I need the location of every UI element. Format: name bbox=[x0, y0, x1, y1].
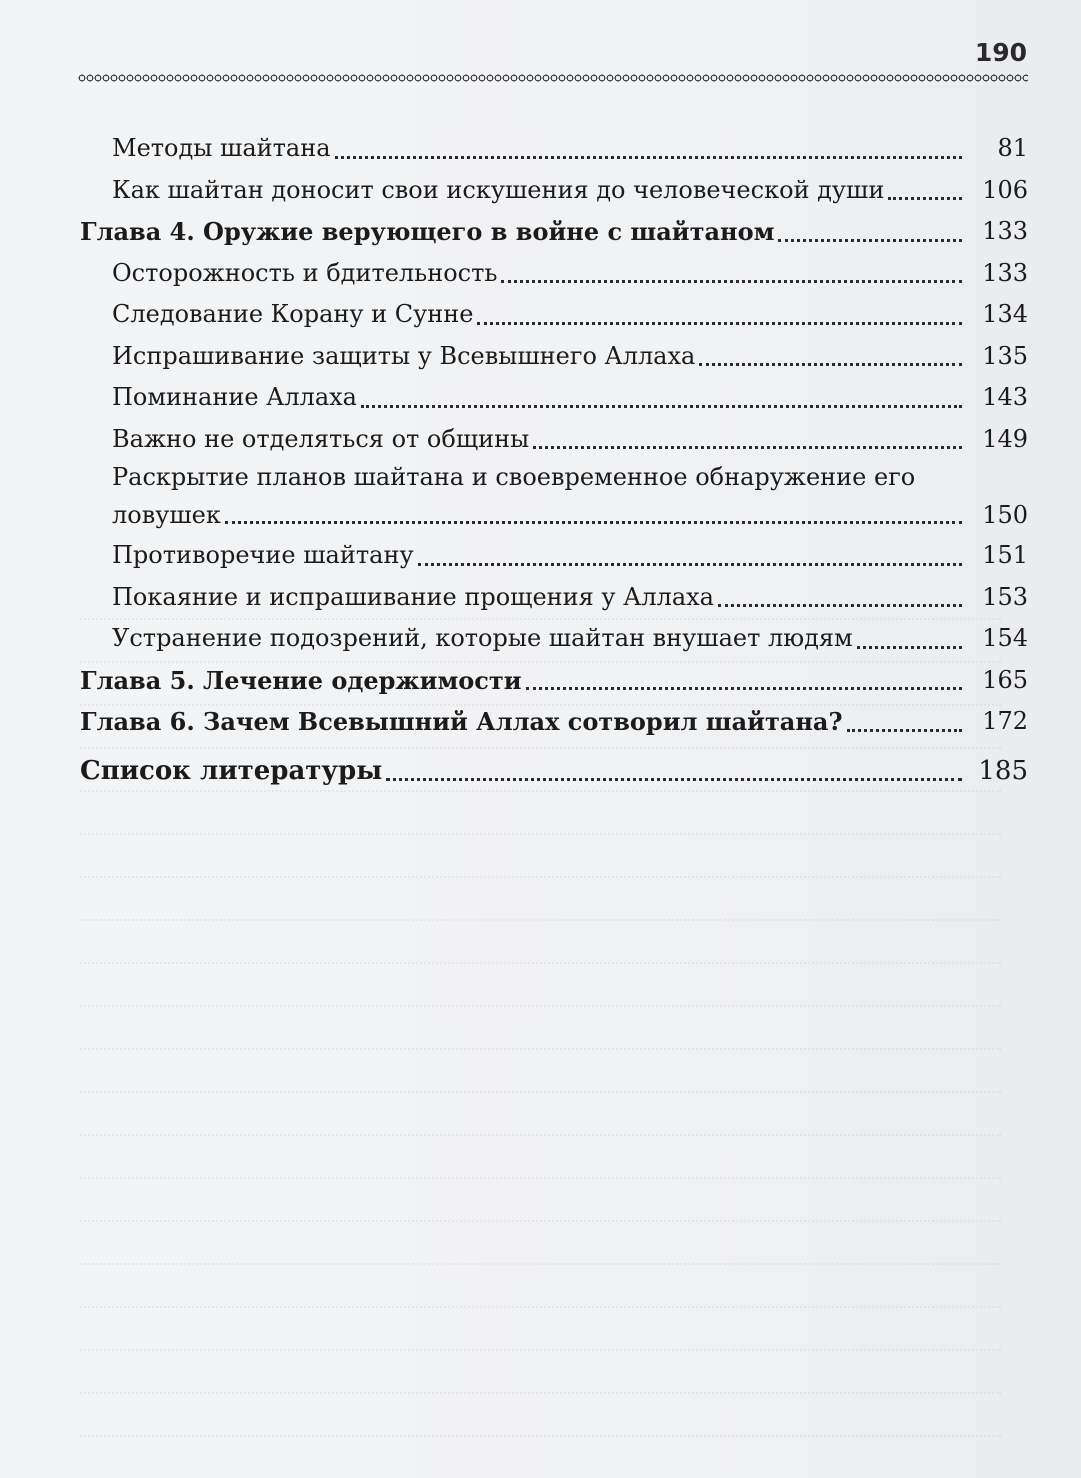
header-ornament-divider bbox=[78, 72, 1028, 84]
toc-entry-page: 150 bbox=[982, 501, 1028, 529]
toc-entry-title: Испрашивание защиты у Всевышнего Аллаха bbox=[112, 341, 696, 370]
dot-leader bbox=[418, 563, 962, 566]
toc-chapter-entry[interactable] bbox=[80, 211, 1028, 253]
dot-leader bbox=[526, 687, 962, 690]
toc-entry-title: Глава 6. Зачем Всевышний Аллах сотворил шайтана? bbox=[80, 707, 843, 736]
dot-leader bbox=[699, 363, 962, 366]
toc-entry[interactable] bbox=[80, 294, 1028, 336]
toc-entry-page: 185 bbox=[978, 755, 1028, 786]
toc-entry-title: Как шайтан доносит свои искушения до человеческой души bbox=[112, 175, 885, 204]
toc-entry-page: 153 bbox=[982, 582, 1028, 611]
toc-entry-title: Поминание Аллаха bbox=[112, 383, 357, 411]
dot-leader bbox=[361, 405, 962, 408]
toc-entry[interactable] bbox=[80, 377, 1028, 419]
page-number: 190 bbox=[974, 38, 1027, 67]
toc-entry-page: 133 bbox=[982, 258, 1028, 287]
toc-entry-multiline[interactable] bbox=[80, 460, 1028, 535]
toc-entry[interactable] bbox=[80, 419, 1028, 461]
toc-entry[interactable] bbox=[80, 170, 1028, 212]
toc-entry[interactable] bbox=[80, 336, 1028, 378]
dot-leader bbox=[501, 280, 962, 283]
toc-entry-title-line1: Раскрытие планов шайтана и своевременное обнаружение его bbox=[112, 463, 916, 491]
toc-bibliography-entry[interactable] bbox=[80, 751, 1028, 793]
dot-leader bbox=[225, 521, 962, 524]
dot-leader bbox=[847, 729, 962, 732]
dot-leader bbox=[477, 322, 962, 325]
toc-entry-title: Глава 4. Оружие верующего в войне с шайтаном bbox=[80, 217, 775, 246]
toc-entry-page: 151 bbox=[982, 541, 1028, 569]
toc-entry-title: Глава 5. Лечение одержимости bbox=[80, 665, 522, 695]
dot-leader bbox=[718, 604, 962, 607]
toc-entry-page: 81 bbox=[997, 134, 1028, 162]
toc-entry[interactable] bbox=[80, 253, 1028, 295]
toc-entry-title: Устранение подозрений, которые шайтан внушает людям bbox=[112, 624, 853, 652]
toc-entry-title: Важно не отделяться от общины bbox=[112, 424, 530, 453]
toc-entry-title-line2: ловушек bbox=[112, 501, 221, 529]
dot-leader bbox=[335, 156, 962, 159]
toc-entry-page: 149 bbox=[982, 424, 1028, 453]
toc-entry-page: 133 bbox=[982, 217, 1028, 245]
toc-chapter-entry[interactable] bbox=[80, 660, 1028, 702]
toc-entry-title: Покаяние и испрашивание прощения у Аллаха bbox=[112, 582, 714, 611]
toc-entry[interactable] bbox=[80, 577, 1028, 619]
toc-chapter-entry[interactable] bbox=[80, 701, 1028, 743]
toc-entry[interactable] bbox=[80, 535, 1028, 577]
toc-entry-page: 165 bbox=[982, 665, 1028, 694]
dot-leader bbox=[857, 646, 962, 649]
toc-entry[interactable] bbox=[80, 128, 1028, 170]
toc-entry-page: 135 bbox=[982, 341, 1028, 370]
toc-entry-title: Осторожность и бдительность bbox=[112, 258, 498, 287]
toc-entry-title: Следование Корану и Сунне bbox=[112, 300, 474, 328]
toc-entry[interactable] bbox=[80, 618, 1028, 660]
toc-entry-title: Список литературы bbox=[80, 755, 383, 786]
toc-entry-page: 172 bbox=[982, 707, 1028, 735]
toc-entry-title: Противоречие шайтану bbox=[112, 541, 414, 569]
dot-leader bbox=[888, 197, 962, 200]
dot-leader bbox=[533, 446, 962, 449]
toc-entry-page: 134 bbox=[982, 300, 1028, 328]
dot-leader bbox=[386, 778, 962, 781]
toc-entry-page: 106 bbox=[982, 175, 1028, 204]
toc-entry-page: 143 bbox=[982, 383, 1028, 411]
table-of-contents bbox=[80, 128, 1028, 792]
dot-leader bbox=[778, 239, 962, 242]
toc-entry-title: Методы шайтана bbox=[112, 134, 331, 162]
toc-entry-page: 154 bbox=[982, 624, 1028, 652]
